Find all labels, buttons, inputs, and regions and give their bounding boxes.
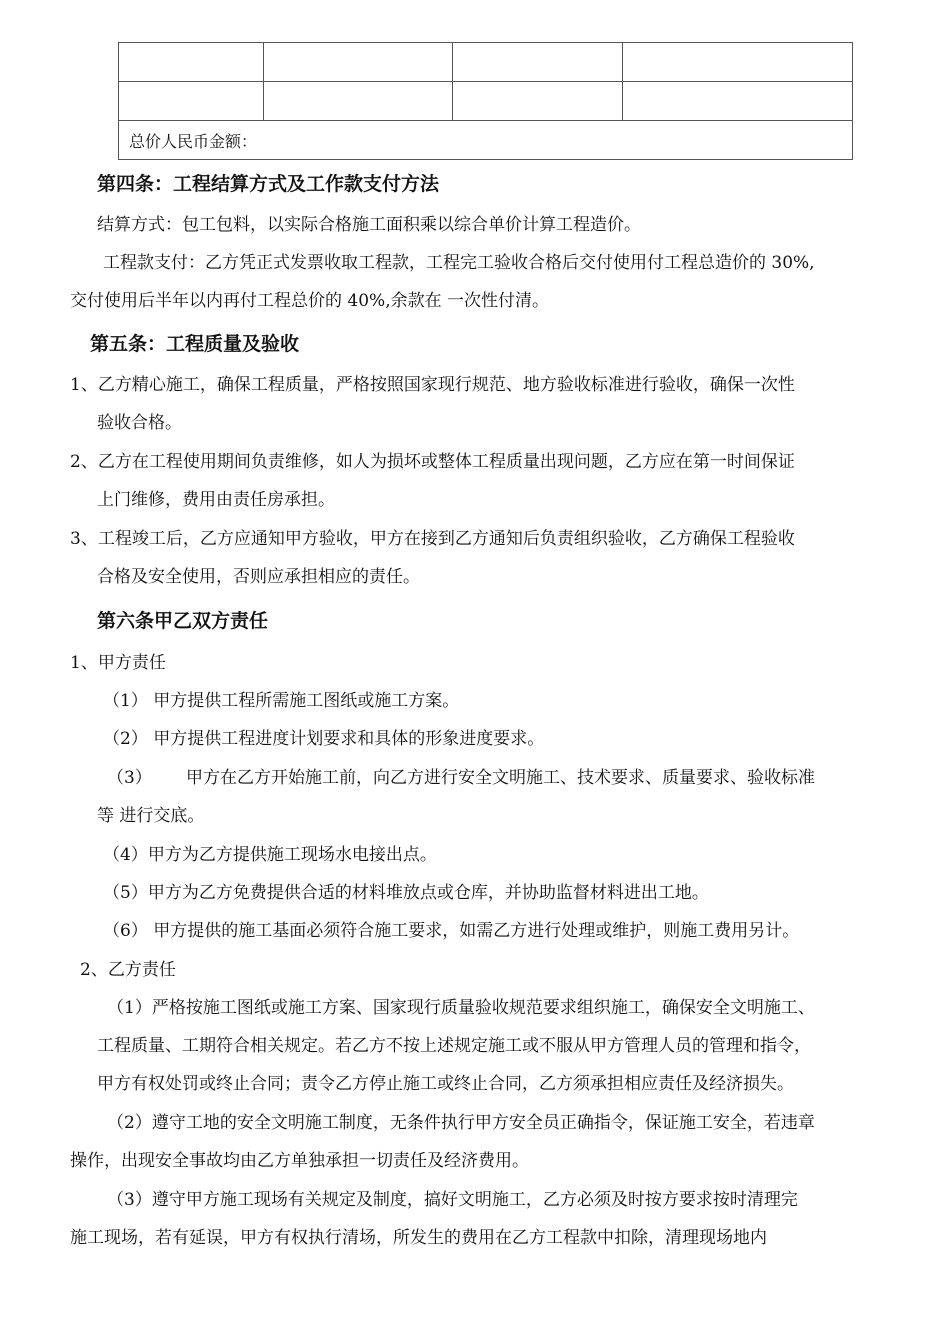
section5-item3-a: 3、工程竣工后，乙方应通知甲方验收，甲方在接到乙方通知后负责组织验收，乙方确保工程验收: [70, 529, 795, 549]
party-a-item6: （6） 甲方提供的施工基面必须符合施工要求，如需乙方进行处理或维护，则施工费用另计。: [103, 921, 800, 941]
party-a-item3-cont: 等 进行交底。: [97, 806, 205, 826]
party-a-item3-text: 甲方在乙方开始施工前，向乙方进行安全文明施工、技术要求、质量要求、验收标准: [186, 768, 815, 788]
party-b-item1-b: 工程质量、工期符合相关规定。若乙方不按上述规定施工或不服从甲方管理人员的管理和指令，: [97, 1036, 811, 1056]
table-row: [119, 82, 853, 121]
party-a-item5: （5）甲方为乙方免费提供合适的材料堆放点或仓库，并协助监督材料进出工地。: [103, 883, 709, 903]
section6-heading: 第六条甲乙双方责任: [97, 610, 269, 632]
total-price-label: 总价人民币金额：: [119, 121, 853, 160]
party-b-title: 2、乙方责任: [80, 960, 176, 980]
party-a-item1: （1） 甲方提供工程所需施工图纸或施工方案。: [103, 691, 460, 711]
party-b-item3-b: 施工现场，若有延误，甲方有权执行清场，所发生的费用在乙方工程款中扣除，清理现场地内: [70, 1228, 767, 1248]
party-b-item1-a: （1）严格按施工图纸或施工方案、国家现行质量验收规范要求组织施工，确保安全文明施工、: [107, 998, 815, 1018]
table-cell: [453, 43, 623, 82]
table-cell: [119, 43, 264, 82]
section4-line1: 结算方式：包工包料，以实际合格施工面积乘以综合单价计算工程造价。: [97, 215, 641, 235]
section5-item2-b: 上门维修，费用由责任房承担。: [97, 490, 335, 510]
party-b-item3-a: （3）遵守甲方施工现场有关规定及制度，搞好文明施工，乙方必须及时按方要求按时清理完: [107, 1190, 798, 1210]
price-table: [118, 42, 853, 160]
table-cell: [264, 82, 453, 121]
table-cell: [623, 82, 853, 121]
party-a-item2: （2） 甲方提供工程进度计划要求和具体的形象进度要求。: [103, 729, 545, 749]
table-cell: [453, 82, 623, 121]
table-cell: [119, 82, 264, 121]
section5-heading: 第五条：工程质量及验收: [90, 333, 300, 355]
section4-line3: 交付使用后半年以内再付工程总价的 40%,余款在 一次性付清。: [70, 291, 549, 311]
table-row: [119, 121, 853, 160]
table-cell: [623, 43, 853, 82]
section5-item1-b: 验收合格。: [97, 413, 182, 433]
section4-heading: 第四条：工程结算方式及工作款支付方法: [97, 173, 440, 195]
party-a-item3-number: （3）: [107, 768, 152, 788]
party-b-item2-b: 操作，出现安全事故均由乙方单独承担一切责任及经济费用。: [70, 1151, 529, 1171]
party-b-item1-c: 甲方有权处罚或终止合同；责令乙方停止施工或终止合同，乙方须承担相应责任及经济损失。: [97, 1074, 794, 1094]
section5-item3-b: 合格及安全使用，否则应承担相应的责任。: [97, 567, 420, 587]
section4-line2: 工程款支付：乙方凭正式发票收取工程款，工程完工验收合格后交付使用付工程总造价的 30%,: [103, 253, 815, 273]
section5-item2-a: 2、乙方在工程使用期间负责维修，如人为损坏或整体工程质量出现问题，乙方应在第一时间保证: [70, 452, 795, 472]
party-a-title: 1、甲方责任: [70, 653, 166, 673]
section5-item1-a: 1、乙方精心施工，确保工程质量，严格按照国家现行规范、地方验收标准进行验收，确保一次性: [70, 375, 795, 395]
party-b-item2-a: （2）遵守工地的安全文明施工制度，无条件执行甲方安全员正确指令，保证施工安全，若违章: [107, 1113, 815, 1133]
table-row: [119, 43, 853, 82]
party-a-item4: （4）甲方为乙方提供施工现场水电接出点。: [103, 845, 437, 865]
table-cell: [264, 43, 453, 82]
